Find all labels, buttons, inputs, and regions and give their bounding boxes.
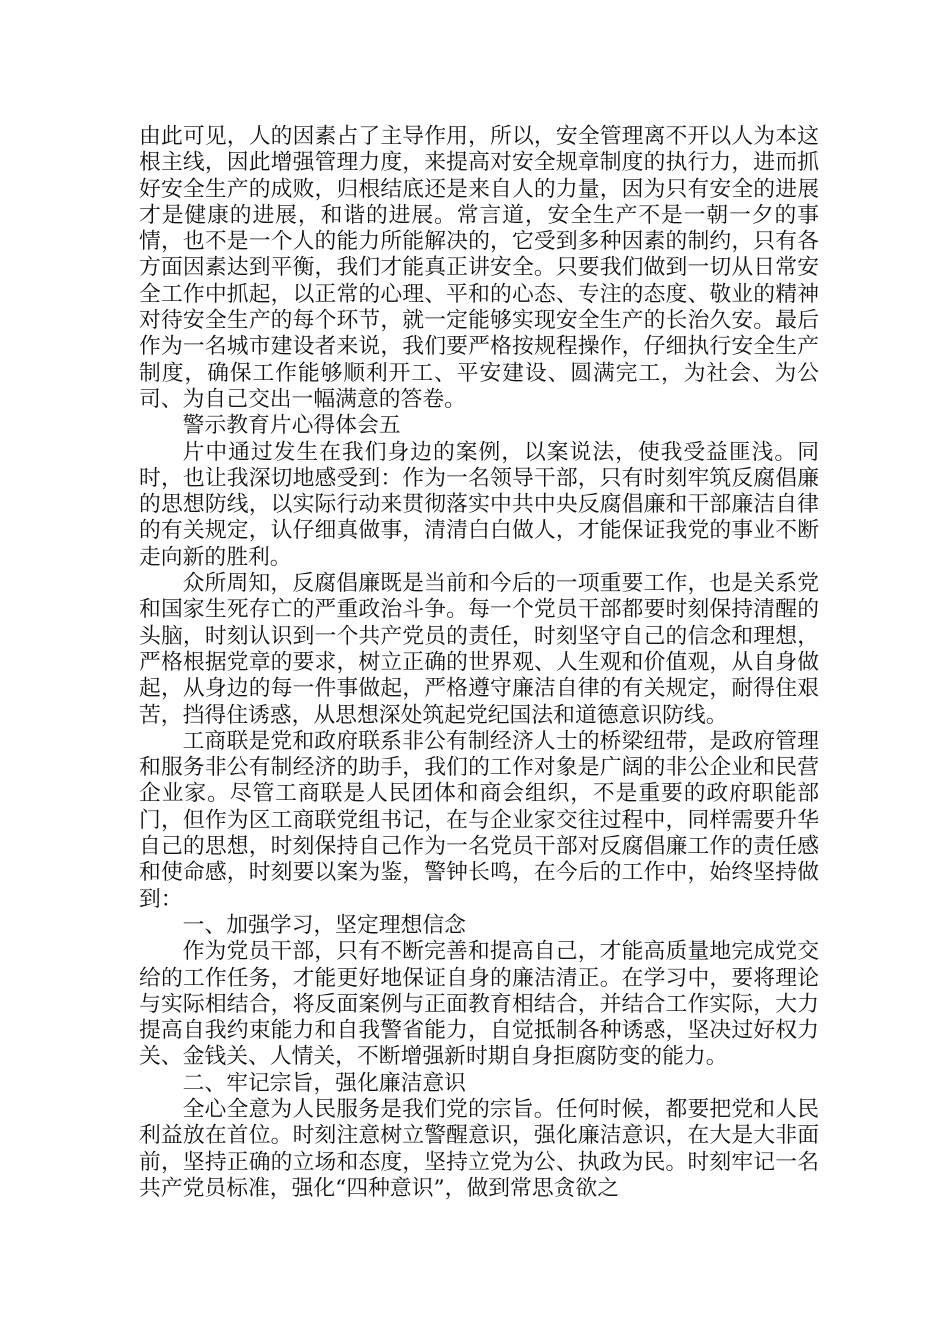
paragraph-federation-role: 工商联是党和政府联系非公有制经济人士的桥梁纽带，是政府管理和服务非公有制经济的助手，我们的工作对象是广阔的非公企业和民营企业家。尽管工商联是人民团体和商会组织，不是重要的政府职能部门，但作为区工商联党组书记，在与企业家交往过程中，同样需要升华自己的思想，时刻保持自己作为一名党员干部对反腐倡廉工作的责任感和使命感，时刻要以案为鉴，警钟长鸣，在今后的工作中，始终坚持做到： [139, 728, 819, 912]
subheading-remember-purpose: 二、牢记宗旨，强化廉洁意识 [182, 1070, 466, 1096]
section-title-part-five: 警示教育片心得体会五 [182, 413, 401, 439]
paragraph-anti-corruption: 众所周知，反腐倡廉既是当前和今后的一项重要工作，也是关系党和国家生死存亡的严重政治斗争。每一个党员干部都要时刻保持清醒的头脑，时刻认识到一个共产党员的责任，时刻坚守自己的信念和理想，严格根据党章的要求，树立正确的世界观、人生观和价值观，从自身做起，从身边的每一件事做起，严格遵守廉洁自律的有关规定，耐得住艰苦，挡得住诱惑，从思想深处筑起党纪国法和道德意识防线。 [139, 571, 819, 728]
paragraph-safety-conclusion: 由此可见，人的因素占了主导作用，所以，安全管理离不开以人为本这根主线，因此增强管理力度，来提高对安全规章制度的执行力，进而抓好安全生产的成败，归根结底还是来自人的力量，因为只有安全的进展才是健康的进展，和谐的进展。常言道，安全生产不是一朝一夕的事情，也不是一个人的能力所能解决的，它受到多种因素的制约，只有各方面因素达到平衡，我们才能真正讲安全。只要我们做到一切从日常安全工作中抓起，以正常的心理、平和的心态、专注的态度、敬业的精神对待安全生产的每个环节，就一定能够实现安全生产的长治久安。最后作为一名城市建设者来说，我们要严格按规程操作，仔细执行安全生产制度，确保工作能够顺利开工、平安建设、圆满完工，为社会、为公司、为自己交出一幅满意的答卷。 [139, 124, 819, 412]
paragraph-case-lessons: 片中通过发生在我们身边的案例，以案说法，使我受益匪浅。同时，也让我深切地感受到：作为一名领导干部，只有时刻牢筑反腐倡廉的思想防线，以实际行动来贯彻落实中共中央反腐倡廉和干部廉洁自律的有关规定，认仔细真做事，清清白白做人，才能保证我党的事业不断走向新的胜利。 [139, 439, 819, 570]
subheading-strengthen-learning: 一、加强学习，坚定理想信念 [182, 912, 466, 938]
document-page [139, 124, 819, 1202]
paragraph-purpose: 全心全意为人民服务是我们党的宗旨。任何时候，都要把党和人民利益放在首位。时刻注意树立警醒意识，强化廉洁意识，在大是大非面前，坚持正确的立场和态度，坚持立党为公、执政为民。时刻牢记一名共产党员标准，强化“四种意识”，做到常思贪欲之 [139, 1096, 819, 1201]
paragraph-learning: 作为党员干部，只有不断完善和提高自己，才能高质量地完成党交给的工作任务，才能更好地保证自身的廉洁清正。在学习中，要将理论与实际相结合，将反面案例与正面教育相结合，并结合工作实际，大力提高自我约束能力和自我警省能力，自觉抵制各种诱惑，坚决过好权力关、金钱关、人情关，不断增强新时期自身拒腐防变的能力。 [139, 939, 819, 1070]
